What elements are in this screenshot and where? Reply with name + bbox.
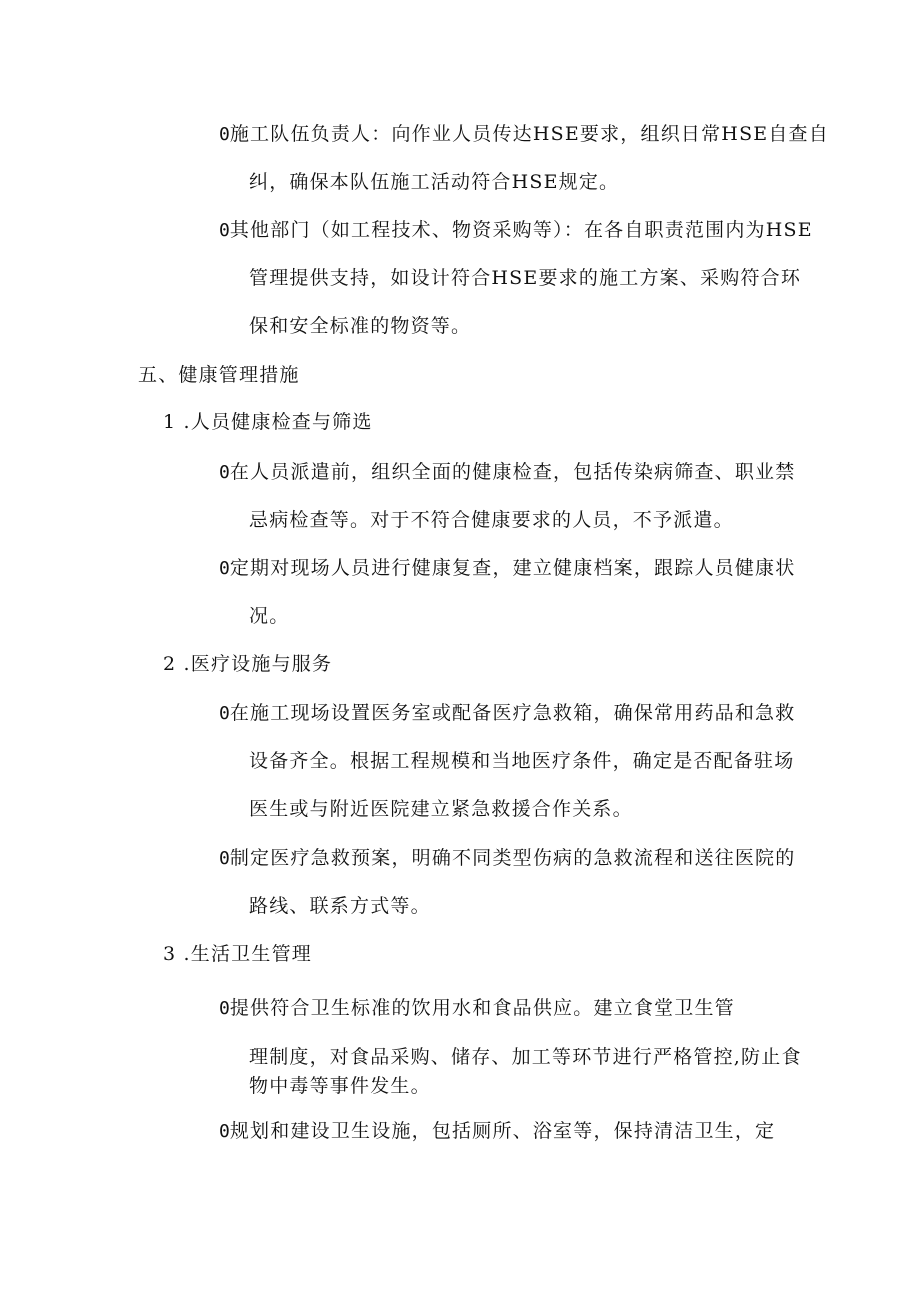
line-text: 提供符合卫生标准的饮用水和食品供应。建立食堂卫生管 [229, 997, 735, 1019]
line-text: 保和安全标准的物资等。 [249, 315, 472, 337]
text-line [219, 996, 735, 1021]
text-line [249, 894, 431, 918]
subsection-heading [163, 410, 373, 434]
line-text: 规划和建设卫生设施，包括厕所、浴室等，保持清洁卫生，定 [229, 1120, 776, 1142]
bullet-marker: 0 [219, 220, 230, 241]
line-text: 况。 [249, 605, 290, 627]
text-line [249, 797, 633, 821]
line-text: 在施工现场设置医务室或配备医疗急救箱，确保常用药品和急救 [229, 702, 796, 724]
line-text: 忌病检查等。对于不符合健康要求的人员，不予派遣。 [249, 509, 734, 531]
line-text: 1 .人员健康检查与筛选 [163, 411, 373, 433]
text-line [219, 556, 795, 581]
line-text: 管理提供支持，如设计符合HSE要求的施工方案、采购符合环 [249, 267, 802, 289]
text-line [249, 266, 801, 290]
text-line [219, 846, 795, 871]
text-line [219, 701, 795, 726]
text-line [249, 1074, 431, 1098]
line-text: 五、健康管理措施 [138, 364, 300, 386]
line-text: 施工队伍负责人：向作业人员传达HSE要求，组织日常HSE自查自 [229, 123, 829, 145]
line-text: 路线、联系方式等。 [249, 895, 431, 917]
line-text: 纠，确保本队伍施工活动符合HSE规定。 [249, 171, 620, 193]
line-text: 其他部门（如工程技术、物资采购等）：在各自职责范围内为HSE [229, 219, 813, 241]
bullet-marker: 0 [219, 703, 230, 724]
text-line [219, 218, 813, 243]
text-line [219, 1119, 775, 1144]
line-text: 设备齐全。根据工程规模和当地医疗条件，确定是否配备驻场 [249, 750, 795, 772]
text-line [219, 122, 829, 147]
bullet-marker: 0 [219, 558, 230, 579]
subsection-heading [163, 652, 332, 676]
text-line [249, 604, 289, 628]
subsection-heading [163, 942, 312, 966]
text-line [249, 314, 471, 338]
text-line [249, 170, 619, 194]
text-line [249, 508, 734, 532]
line-text: 物中毒等事件发生。 [249, 1075, 431, 1097]
line-text: 医生或与附近医院建立紧急救援合作关系。 [249, 798, 633, 820]
line-text: 2 .医疗设施与服务 [163, 653, 333, 675]
line-text: 在人员派遣前，组织全面的健康检查，包括传染病筛查、职业禁 [229, 461, 796, 483]
bullet-marker: 0 [219, 124, 230, 145]
line-text: 3 .生活卫生管理 [163, 943, 312, 965]
line-text: 定期对现场人员进行健康复查，建立健康档案，跟踪人员健康状 [229, 557, 796, 579]
line-text: 理制度，对食品采购、储存、加工等环节进行严格管控,防止食 [249, 1046, 802, 1068]
bullet-marker: 0 [219, 1121, 230, 1142]
text-line [249, 749, 794, 773]
bullet-marker: 0 [219, 462, 230, 483]
section-heading [138, 363, 300, 387]
bullet-marker: 0 [219, 998, 230, 1019]
line-text: 制定医疗急救预案，明确不同类型伤病的急救流程和送往医院的 [229, 847, 796, 869]
text-line [249, 1045, 802, 1069]
bullet-marker: 0 [219, 848, 230, 869]
text-line [219, 460, 795, 485]
